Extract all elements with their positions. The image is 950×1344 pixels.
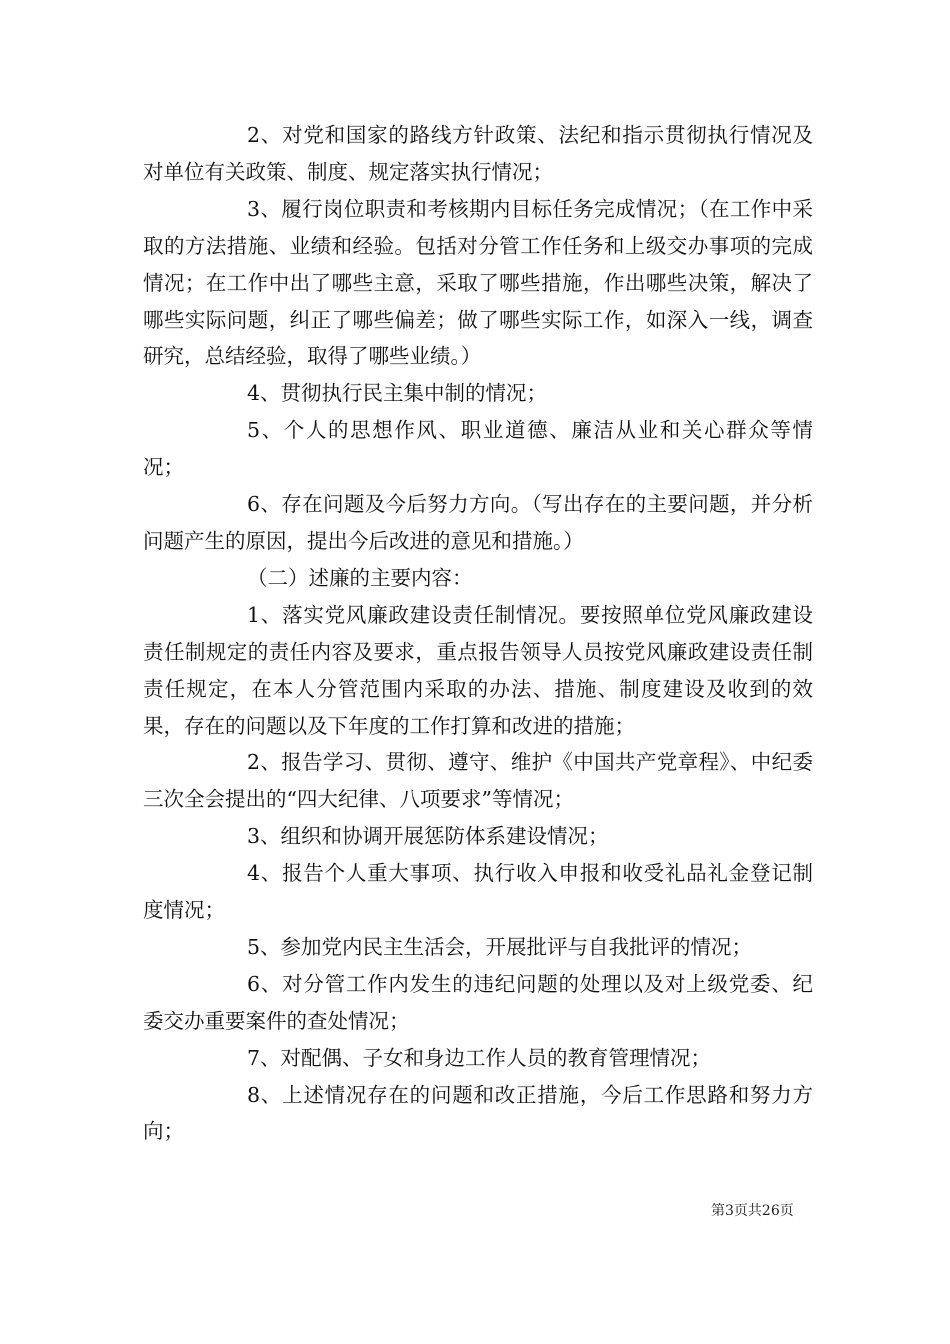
paragraph-integrity-7-family-education: 7、对配偶、子女和身边工作人员的教育管理情况； xyxy=(247,1045,712,1070)
section-heading-integrity-report: （二）述廉的主要内容： xyxy=(247,565,473,590)
paragraph-integrity-5-democratic-life: 5、参加党内民主生活会，开展批评与自我批评的情况； xyxy=(247,934,753,959)
page-number-footer: 第3页共26页 xyxy=(711,1203,794,1219)
paragraph-item-3-duties-and-targets: 3、履行岗位职责和考核期内目标任务完成情况；（在工作中采取的方法措施、业绩和经验。包括对分管工作任务和上级交办事项的完成情况；在工作中出了哪些主意，采取了哪些措施，作出哪些决策，解决了哪些实际问题，纠正了哪些偏差；做了哪些实际工作，如深入一线，调查研究，总结经验，取得了哪些业绩。） xyxy=(143,196,813,369)
paragraph-integrity-2-party-constitution: 2、报告学习、贯彻、遵守、维护《中国共产党章程》、中纪委三次全会提出的“四大纪律、八项要求”等情况； xyxy=(143,750,813,812)
paragraph-integrity-1-responsibility-system: 1、落实党风廉政建设责任制情况。要按照单位党风廉政建设责任制规定的责任内容及要求，重点报告领导人员按党风廉政建设责任制责任规定，在本人分管范围内采取的办法、措施、制度建设及收到的效果，存在的问题以及下年度的工作打算和改进的措施； xyxy=(143,602,813,738)
paragraph-integrity-3-prevention-system: 3、组织和协调开展惩防体系建设情况； xyxy=(247,824,609,849)
paragraph-integrity-6-disciplinary-cases: 6、对分管工作内发生的违纪问题的处理以及对上级党委、纪委交办重要案件的查处情况； xyxy=(143,971,813,1033)
paragraph-item-4-democratic-centralism: 4、贯彻执行民主集中制的情况； xyxy=(247,381,548,406)
document-body xyxy=(143,117,813,1150)
paragraph-integrity-8-corrective-measures: 8、上述情况存在的问题和改正措施，今后工作思路和努力方向； xyxy=(143,1082,813,1144)
paragraph-item-6-problems-and-direction: 6、存在问题及今后努力方向。（写出存在的主要问题，并分析问题产生的原因，提出今后改进的意见和措施。） xyxy=(143,492,813,553)
paragraph-item-5-personal-conduct: 5、个人的思想作风、职业道德、廉洁从业和关心群众等情况； xyxy=(143,418,813,480)
paragraph-item-2-policy-implementation: 2、对党和国家的路线方针政策、法纪和指示贯彻执行情况及对单位有关政策、制度、规定落实执行情况； xyxy=(143,123,813,184)
paragraph-integrity-4-personal-matters: 4、报告个人重大事项、执行收入申报和收受礼品礼金登记制度情况； xyxy=(143,861,813,923)
